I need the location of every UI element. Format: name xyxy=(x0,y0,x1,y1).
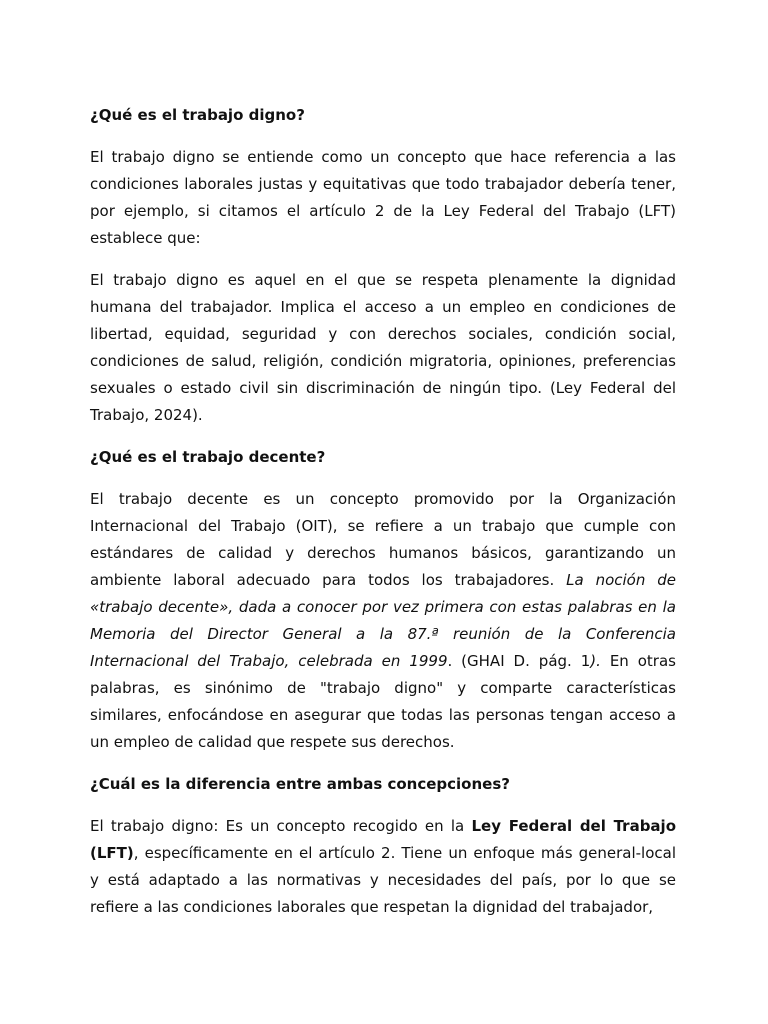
paragraph-diferencia-text: El trabajo digno: Es un concepto recogido en la xyxy=(90,817,472,835)
paragraph-trabajo-decente-citation-close: ). xyxy=(590,652,601,670)
paragraph-trabajo-decente-quote: La noción de «trabajo decente», dada a conocer por vez primera con estas palabras en la Memoria del Director General a la 87.ª reunión de la Conferencia Internacional del Trabajo, celebrada en 1999 xyxy=(90,571,676,670)
heading-trabajo-decente: ¿Qué es el trabajo decente? xyxy=(90,448,326,466)
paragraph-diferencia-continuation: , específicamente en el artículo 2. Tiene un enfoque más general-local y está adaptado a las normativas y necesidades del país, por lo que se refiere a las condiciones laborales que respetan la dignidad del trabajador, xyxy=(90,844,676,916)
paragraph-trabajo-digno-definition: El trabajo digno es aquel en el que se respeta plenamente la dignidad humana del trabajador. Implica el acceso a un empleo en condiciones de libertad, equidad, seguridad y con derechos sociales, condición social, condiciones de salud, religión, condición migratoria, opiniones, preferencias sexuales o estado civil sin discriminación de ningún tipo. (Ley Federal del Trabajo, 2024). xyxy=(90,271,676,424)
paragraph-diferencia-law-name: Ley Federal del Trabajo (LFT) xyxy=(90,817,676,862)
document-page xyxy=(90,102,676,936)
paragraph-trabajo-digno-intro: El trabajo digno se entiende como un concepto que hace referencia a las condiciones laborales justas y equitativas que todo trabajador debería tener, por ejemplo, si citamos el artículo 2 de la Ley Federal del Trabajo (LFT) establece que: xyxy=(90,148,676,247)
heading-diferencia: ¿Cuál es la diferencia entre ambas concepciones? xyxy=(90,775,510,793)
heading-trabajo-digno: ¿Qué es el trabajo digno? xyxy=(90,106,305,124)
paragraph-trabajo-decente-text: El trabajo decente es un concepto promovido por la Organización Internacional del Trabajo (OIT), se refiere a un trabajo que cumple con estándares de calidad y derechos humanos básicos, garantizando un ambiente laboral adecuado para todos los trabajadores. xyxy=(90,490,676,589)
paragraph-trabajo-decente xyxy=(90,486,676,756)
paragraph-trabajo-decente-continuation: En otras palabras, es sinónimo de "trabajo digno" y comparte características similares, enfocándose en asegurar que todas las personas tengan acceso a un empleo de calidad que respete sus derechos. xyxy=(90,652,676,751)
paragraph-trabajo-decente-citation: . (GHAI D. pág. 1 xyxy=(447,652,591,670)
paragraph-diferencia xyxy=(90,813,676,921)
